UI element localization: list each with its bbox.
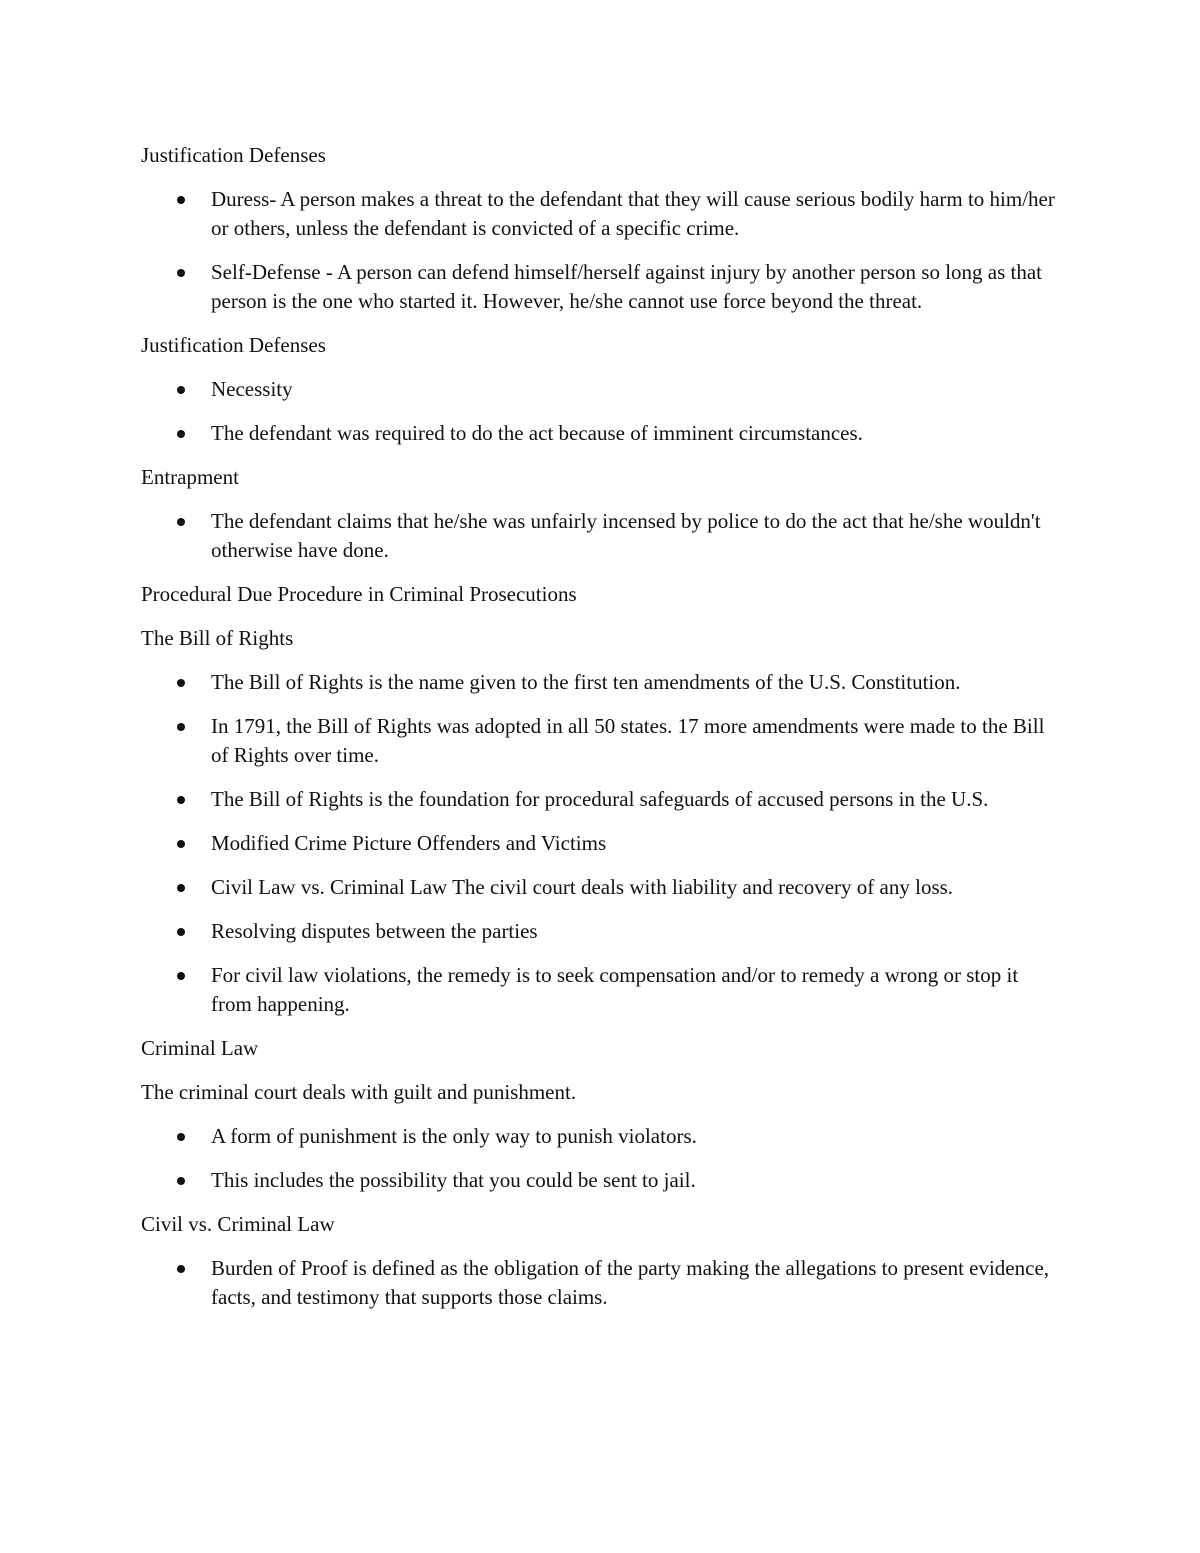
list-item (141, 1166, 1061, 1195)
bullet-list (141, 1254, 1061, 1312)
bullet-list (141, 375, 1061, 448)
list-item (141, 1254, 1061, 1312)
section-heading: Criminal Law (141, 1036, 259, 1060)
bullet-icon (177, 723, 185, 731)
list-item (141, 873, 1061, 902)
bullet-icon (177, 269, 185, 277)
list-item-text: Duress- A person makes a threat to the defendant that they will cause serious bodily harm to him/her or others, unless the defendant is convicted of a specific crime. (211, 187, 1055, 240)
list-item (141, 185, 1061, 243)
list-item-text: Civil Law vs. Criminal Law The civil court deals with liability and recovery of any loss. (211, 875, 954, 899)
bullet-icon (177, 796, 185, 804)
list-item (141, 1122, 1061, 1151)
list-item-text: The Bill of Rights is the foundation for procedural safeguards of accused persons in the U.S. (211, 787, 989, 811)
bullet-icon (177, 430, 185, 438)
bullet-list (141, 668, 1061, 1019)
bullet-icon (177, 884, 185, 892)
list-item (141, 961, 1061, 1019)
list-item-text: A form of punishment is the only way to punish violators. (211, 1124, 697, 1148)
section-heading: Justification Defenses (141, 333, 326, 357)
section-heading: Civil vs. Criminal Law (141, 1212, 335, 1236)
section-heading: Justification Defenses (141, 143, 326, 167)
list-item-text: Modified Crime Picture Offenders and Victims (211, 831, 607, 855)
list-item (141, 419, 1061, 448)
list-item (141, 668, 1061, 697)
bullet-icon (177, 972, 185, 980)
list-item-text: For civil law violations, the remedy is to seek compensation and/or to remedy a wrong or stop it from happening. (211, 963, 1019, 1016)
list-item-text: The defendant was required to do the act because of imminent circumstances. (211, 421, 863, 445)
section-heading: Procedural Due Procedure in Criminal Prosecutions (141, 582, 577, 606)
bullet-list (141, 507, 1061, 565)
section-heading: Entrapment (141, 465, 239, 489)
list-item-text: In 1791, the Bill of Rights was adopted in all 50 states. 17 more amendments were made to the Bill of Rights over time. (211, 714, 1045, 767)
bullet-icon (177, 1177, 185, 1185)
list-item-text: Self-Defense - A person can defend himself/herself against injury by another person so long as that person is the one who started it. However, he/she cannot use force beyond the threat. (211, 260, 1043, 313)
bullet-icon (177, 1133, 185, 1141)
list-item-text: Burden of Proof is defined as the obligation of the party making the allegations to present evidence, facts, and testimony that supports those claims. (211, 1256, 1050, 1309)
list-item (141, 375, 1061, 404)
list-item (141, 507, 1061, 565)
bullet-icon (177, 518, 185, 526)
list-item (141, 258, 1061, 316)
list-item (141, 829, 1061, 858)
bullet-icon (177, 196, 185, 204)
list-item-text: The defendant claims that he/she was unfairly incensed by police to do the act that he/she wouldn't otherwise have done. (211, 509, 1041, 562)
list-item-text: The Bill of Rights is the name given to the first ten amendments of the U.S. Constitution. (211, 670, 961, 694)
bullet-icon (177, 386, 185, 394)
bullet-list (141, 1122, 1061, 1195)
bullet-icon (177, 1265, 185, 1273)
list-item-text: This includes the possibility that you could be sent to jail. (211, 1168, 696, 1192)
list-item-text: Resolving disputes between the parties (211, 919, 538, 943)
list-item (141, 712, 1061, 770)
list-item-text: Necessity (211, 377, 293, 401)
document-page (141, 141, 1061, 1327)
section-heading: The Bill of Rights (141, 626, 294, 650)
bullet-icon (177, 928, 185, 936)
list-item (141, 785, 1061, 814)
paragraph-text: The criminal court deals with guilt and punishment. (141, 1080, 577, 1104)
bullet-icon (177, 679, 185, 687)
bullet-list (141, 185, 1061, 316)
bullet-icon (177, 840, 185, 848)
list-item (141, 917, 1061, 946)
